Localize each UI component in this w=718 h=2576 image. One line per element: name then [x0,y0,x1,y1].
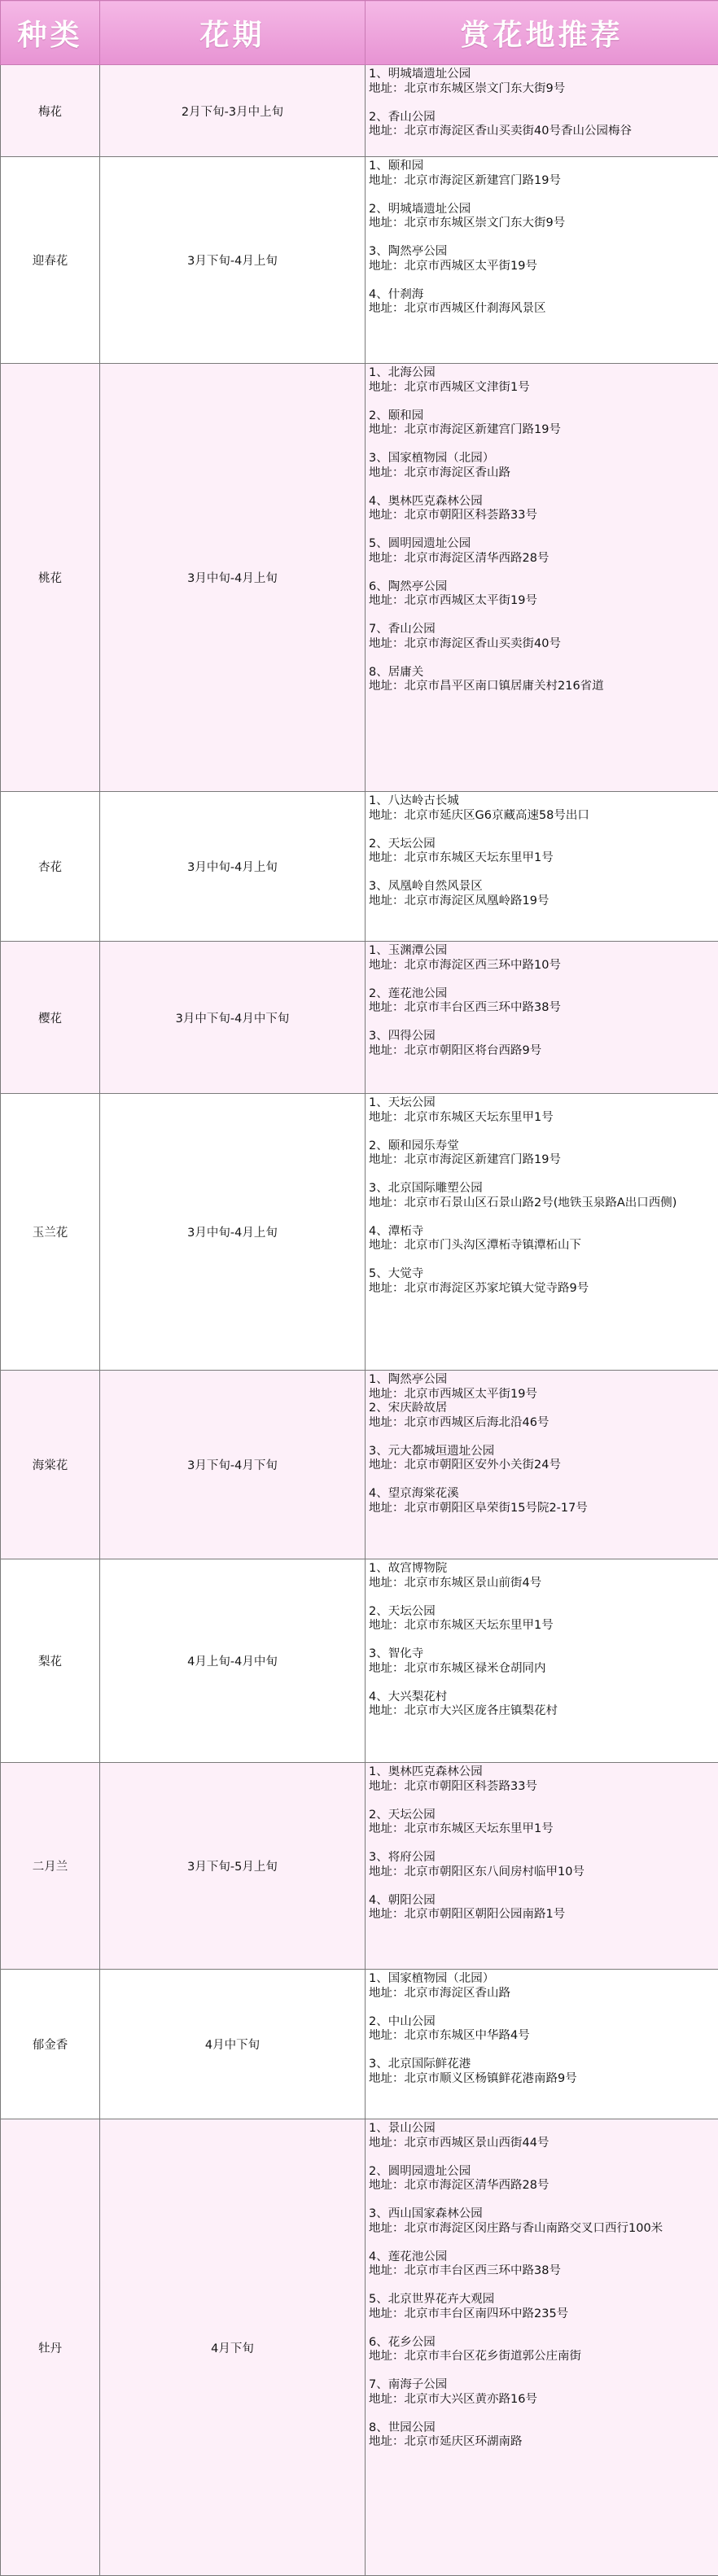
spot-name: 1、玉渊潭公园 [369,944,716,959]
spot-entry [369,1096,716,1125]
spot-name: 5、北京世界花卉大观园 [369,2293,716,2307]
flower-name: 樱花 [1,942,100,1094]
flower-name: 桃花 [1,364,100,792]
spot-name: 3、陶然亭公园 [369,245,716,260]
spot-entry [369,495,716,523]
spot-entry [369,944,716,973]
spot-name: 2、颐和园乐寿堂 [369,1139,716,1154]
spot-address: 地址：北京市西城区太平街19号 [369,1388,716,1402]
spot-address: 地址：北京市大兴区庞各庄镇梨花村 [369,1704,716,1719]
spot-entry [369,1225,716,1253]
header-bloom-period: 花期 [100,1,366,65]
spot-address: 地址：北京市门头沟区潭柘寺镇潭柘山下 [369,1239,716,1253]
spot-entry [369,666,716,694]
spot-address: 地址：北京市海淀区香山买卖街40号 [369,637,716,652]
spot-name: 1、颐和园 [369,160,716,174]
spot-address: 地址：北京市朝阳区朝阳公园南路1号 [369,1908,716,1922]
flower-name: 二月兰 [1,1763,100,1970]
spot-entry [369,1445,716,1473]
spot-entry [369,838,716,866]
spot-name: 1、天坛公园 [369,1096,716,1111]
bloom-period: 4月上旬-4月中旬 [100,1559,366,1763]
spot-address: 地址：北京市朝阳区东八间房村临甲10号 [369,1865,716,1880]
bloom-period: 4月中下旬 [100,1970,366,2119]
spot-name: 3、凤凰岭自然风景区 [369,880,716,894]
spot-entry [369,245,716,273]
spot-name: 1、故宫博物院 [369,1562,716,1577]
spot-entry [369,2122,716,2150]
table-row [1,157,718,364]
spot-name: 2、香山公园 [369,111,716,125]
spot-address: 地址：北京市海淀区清华西路28号 [369,2179,716,2193]
spot-entry [369,1402,716,1430]
spot-name: 6、陶然亭公园 [369,580,716,595]
header-row [1,1,718,65]
spot-entry [369,880,716,908]
spot-entry [369,1373,716,1402]
spot-name: 1、景山公园 [369,2122,716,2136]
spot-name: 1、陶然亭公园 [369,1373,716,1388]
table-row [1,65,718,157]
spot-entry [369,160,716,188]
spot-name: 3、智化寺 [369,1647,716,1662]
spot-address: 地址：北京市丰台区南四环中路235号 [369,2307,716,2322]
spot-entry [369,452,716,480]
table-row [1,792,718,942]
table-row [1,1559,718,1763]
spot-name: 1、明城墙遗址公园 [369,68,716,82]
spot-entry [369,1487,716,1515]
spot-address: 地址：北京市西城区太平街19号 [369,594,716,609]
spot-name: 7、南海子公园 [369,2378,716,2393]
spot-address: 地址：北京市丰台区花乡街道郭公庄南街 [369,2350,716,2364]
spot-address: 地址：北京市东城区崇文门东大街9号 [369,216,716,231]
spot-entry [369,1030,716,1058]
spot-entry [369,203,716,231]
spot-name: 4、奥林匹克森林公园 [369,495,716,510]
spot-name: 5、圆明园遗址公园 [369,537,716,552]
spot-entry [369,2250,716,2279]
spot-address: 地址：北京市西城区后海北沿46号 [369,1416,716,1431]
spot-address: 地址：北京市海淀区清华西路28号 [369,552,716,566]
spot-address: 地址：北京市顺义区杨镇鲜花港南路9号 [369,2072,716,2087]
spot-address: 地址：北京市西城区太平街19号 [369,260,716,274]
recommended-spots [366,364,718,792]
spot-entry [369,111,716,139]
spot-entry [369,1267,716,1296]
header-flower-type: 种类 [1,1,100,65]
header-recommended-spots: 赏花地推荐 [366,1,718,65]
spot-entry [369,537,716,566]
spot-entry [369,623,716,651]
spot-address: 地址：北京市海淀区新建宫门路19号 [369,423,716,438]
recommended-spots [366,1094,718,1371]
spot-entry [369,1562,716,1590]
spot-entry [369,2378,716,2407]
spot-address: 地址：北京市延庆区G6京藏高速58号出口 [369,809,716,824]
recommended-spots [366,1371,718,1559]
spot-entry [369,409,716,438]
spot-name: 4、什刹海 [369,288,716,303]
spot-name: 3、四得公园 [369,1030,716,1044]
bloom-period: 3月中下旬-4月中下旬 [100,942,366,1094]
table-row [1,364,718,792]
table-row [1,1763,718,1970]
spot-entry [369,2207,716,2236]
spot-entry [369,1647,716,1676]
bloom-period: 3月中旬-4月上旬 [100,364,366,792]
spot-address: 地址：北京市西城区景山西街44号 [369,2136,716,2151]
spot-address: 地址：北京市海淀区新建宫门路19号 [369,1153,716,1168]
spot-name: 2、天坛公园 [369,1808,716,1823]
spot-address: 地址：北京市丰台区西三环中路38号 [369,2264,716,2279]
spot-name: 4、望京海棠花溪 [369,1487,716,1502]
spot-entry [369,288,716,317]
flower-name: 郁金香 [1,1970,100,2119]
spot-address: 地址：北京市东城区天坛东里甲1号 [369,1822,716,1837]
spot-name: 3、元大都城垣遗址公园 [369,1445,716,1459]
spot-entry [369,580,716,609]
spot-address: 地址：北京市东城区天坛东里甲1号 [369,1111,716,1126]
recommended-spots [366,1970,718,2119]
flower-name: 玉兰花 [1,1094,100,1371]
spot-name: 2、天坛公园 [369,838,716,852]
spot-name: 2、宋庆龄故居 [369,1402,716,1416]
spot-name: 4、潭柘寺 [369,1225,716,1240]
spot-entry [369,1182,716,1210]
spot-address: 地址：北京市东城区中华路4号 [369,2029,716,2044]
spot-entry [369,794,716,823]
spot-name: 4、朝阳公园 [369,1894,716,1909]
spot-entry [369,366,716,395]
recommended-spots [366,1559,718,1763]
flower-name: 迎春花 [1,157,100,364]
table-row [1,2119,718,2576]
spot-name: 3、北京国际雕塑公园 [369,1182,716,1196]
spot-address: 地址：北京市延庆区环湖南路 [369,2435,716,2450]
spot-entry [369,1690,716,1719]
spot-entry [369,1894,716,1922]
recommended-spots [366,157,718,364]
spot-address: 地址：北京市海淀区凤凰岭路19号 [369,894,716,909]
spot-name: 1、国家植物园（北园） [369,1972,716,1987]
spot-entry [369,2015,716,2044]
spot-address: 地址：北京市海淀区苏家坨镇大觉寺路9号 [369,1282,716,1297]
spot-entry [369,2165,716,2193]
table-row [1,942,718,1094]
recommended-spots [366,65,718,157]
spot-address: 地址：北京市海淀区香山路 [369,1987,716,2001]
spot-name: 2、颐和园 [369,409,716,424]
spot-name: 3、西山国家森林公园 [369,2207,716,2222]
spot-name: 8、居庸关 [369,666,716,680]
recommended-spots [366,1763,718,1970]
spot-address: 地址：北京市西城区文津街1号 [369,381,716,396]
spot-name: 6、花乡公园 [369,2336,716,2351]
spot-entry [369,2293,716,2321]
spot-entry [369,1972,716,2001]
spot-entry [369,2058,716,2086]
flower-name: 杏花 [1,792,100,942]
spot-address: 地址：北京市朝阳区科荟路33号 [369,509,716,523]
spot-address: 地址：北京市海淀区香山路 [369,466,716,481]
spot-name: 4、莲花池公园 [369,2250,716,2265]
spot-address: 地址：北京市东城区禄米仓胡同内 [369,1662,716,1677]
spot-address: 地址：北京市丰台区西三环中路38号 [369,1001,716,1016]
spot-name: 3、国家植物园（北园） [369,452,716,466]
spot-address: 地址：北京市海淀区香山买卖街40号香山公园梅谷 [369,125,716,139]
spot-address: 地址：北京市石景山区石景山路2号(地铁玉泉路A出口西侧) [369,1196,716,1211]
spot-entry [369,1851,716,1879]
bloom-period: 3月下旬-4月上旬 [100,157,366,364]
recommended-spots [366,942,718,1094]
spot-name: 8、世园公园 [369,2421,716,2436]
bloom-period: 4月下旬 [100,2119,366,2576]
table-row [1,1371,718,1559]
spot-address: 地址：北京市东城区景山前街4号 [369,1577,716,1591]
flower-name: 海棠花 [1,1371,100,1559]
spot-name: 1、奥林匹克森林公园 [369,1765,716,1780]
bloom-period: 3月中旬-4月上旬 [100,792,366,942]
table-row [1,1970,718,2119]
spot-name: 1、八达岭古长城 [369,794,716,809]
spot-entry [369,2336,716,2364]
spot-address: 地址：北京市海淀区闵庄路与香山南路交叉口西行100米 [369,2222,716,2237]
spot-address: 地址：北京市朝阳区科荟路33号 [369,1780,716,1795]
spot-address: 地址：北京市朝阳区安外小关街24号 [369,1459,716,1473]
spot-name: 7、香山公园 [369,623,716,637]
spot-address: 地址：北京市海淀区新建宫门路19号 [369,174,716,189]
table-row [1,1094,718,1371]
spot-name: 2、圆明园遗址公园 [369,2165,716,2180]
spot-name: 5、大觉寺 [369,1267,716,1282]
spot-address: 地址：北京市昌平区南口镇居庸关村216省道 [369,680,716,694]
spot-entry [369,2421,716,2450]
recommended-spots [366,792,718,942]
spot-entry [369,1605,716,1634]
spot-address: 地址：北京市东城区崇文门东大街9号 [369,82,716,97]
spot-address: 地址：北京市东城区天坛东里甲1号 [369,851,716,866]
table-body [1,65,718,2576]
spot-name: 1、北海公园 [369,366,716,381]
spot-name: 2、莲花池公园 [369,987,716,1002]
spot-entry [369,987,716,1016]
spot-address: 地址：北京市东城区天坛东里甲1号 [369,1619,716,1634]
spot-name: 3、将府公园 [369,1851,716,1865]
recommended-spots [366,2119,718,2576]
bloom-period: 2月下旬-3月中上旬 [100,65,366,157]
flower-name: 梨花 [1,1559,100,1763]
spot-entry [369,1808,716,1837]
spot-address: 地址：北京市朝阳区将台西路9号 [369,1044,716,1059]
flower-name: 牡丹 [1,2119,100,2576]
spot-entry [369,1765,716,1794]
bloom-period: 3月下旬-5月上旬 [100,1763,366,1970]
spot-name: 4、大兴梨花村 [369,1690,716,1705]
flower-name: 梅花 [1,65,100,157]
spot-address: 地址：北京市朝阳区阜荣街15号院2-17号 [369,1502,716,1516]
spot-entry [369,1139,716,1168]
spot-address: 地址：北京市西城区什刹海风景区 [369,302,716,317]
spot-name: 2、明城墙遗址公园 [369,203,716,217]
spot-name: 2、天坛公园 [369,1605,716,1620]
spot-address: 地址：北京市大兴区黄亦路16号 [369,2393,716,2408]
spot-entry [369,68,716,96]
spot-name: 3、北京国际鲜花港 [369,2058,716,2072]
bloom-period: 3月中旬-4月上旬 [100,1094,366,1371]
spot-name: 2、中山公园 [369,2015,716,2030]
bloom-period: 3月下旬-4月下旬 [100,1371,366,1559]
spot-address: 地址：北京市海淀区西三环中路10号 [369,959,716,973]
